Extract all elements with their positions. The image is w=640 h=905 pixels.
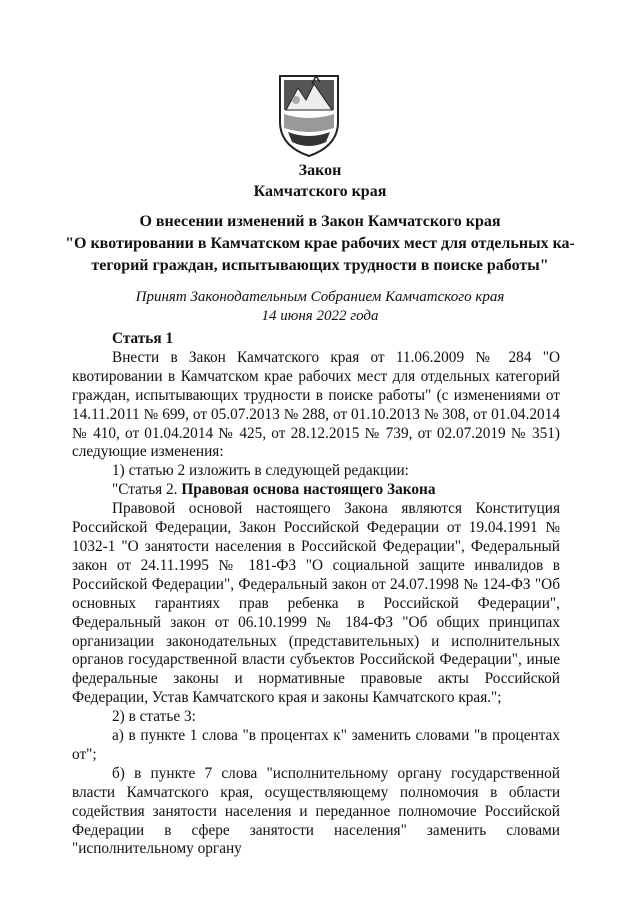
adoption-note	[0, 288, 640, 326]
law-subject-heading	[60, 211, 580, 277]
document-body	[72, 330, 560, 859]
article2-heading	[72, 481, 560, 500]
heading-line: О внесении изменений в Закон Камчатского края	[139, 213, 501, 230]
paragraph: Внести в Закон Камчатского края от 11.06.2009 № 284 "О квотировании в Камчатском крае рабочих мест для отдельных категорий граждан, испытывающих трудности в поиске работы" (с изменениями от 14.11.2011 № 699, от 05.07.2013 № 288, от 01.10.2013 № 308, от 01.04.2014 № 410, от 01.04.2014 № 425, от 28.12.2015 № 739, от 02.07.2019 № 351) следующие изменения:	[72, 348, 560, 461]
heading-line: тегорий граждан, испытывающих трудности в поиске работы"	[91, 257, 549, 274]
paragraph: Правовой основой настоящего Закона являются Конституция Российской Федерации, Закон Российской Федерации от 19.04.1991 № 1032-1 "О занятости населения в Российской Федерации", Федеральный закон от 24.11.1995 № 181-ФЗ "О социальной защите инвалидов в Российской Федерации", Федеральный закон от 24.07.1998 № 124-ФЗ "Об основных гарантиях прав ребенка в Российской Федерации", Федеральный закон от 06.10.1999 № 184-ФЗ "Об общих принципах организации законодательных (представительных) и исполнительных органов государственной власти субъектов Российской Федерации", иные федеральные законы и нормативные правовые акты Российской Федерации, Устав Камчатского края и законы Камчатского края.";	[72, 500, 560, 707]
article2-title: Правовая основа настоящего Закона	[181, 481, 436, 499]
coat-of-arms-icon	[276, 70, 342, 158]
paragraph: 2) в статье 3:	[112, 708, 196, 726]
heading-line: "О квотировании в Камчатском крае рабочих мест для отдельных ка-	[65, 235, 575, 252]
article2-prefix: "Статья 2.	[112, 481, 182, 499]
law-region: Камчатского края	[253, 183, 387, 200]
article-title: Статья 1	[112, 330, 174, 347]
law-title: Закон	[298, 162, 342, 179]
paragraph: б) в пункте 7 слова "исполнительному органу государственной власти Камчатского края, осуществляющему полномочия в области содействия занятости населения и переданное полномочие Российской Федерации в сфере занятости населения" заменить словами "исполнительному органу	[72, 764, 560, 858]
paragraph: а) в пункте 1 слова "в процентах к" заменить словами "в процентах от";	[72, 727, 560, 763]
adoption-date: 14 июня 2022 года	[261, 308, 379, 324]
adoption-body: Принят Законодательным Собранием Камчатского края	[135, 289, 505, 305]
paragraph: 1) статью 2 изложить в следующей редакции:	[112, 462, 409, 480]
